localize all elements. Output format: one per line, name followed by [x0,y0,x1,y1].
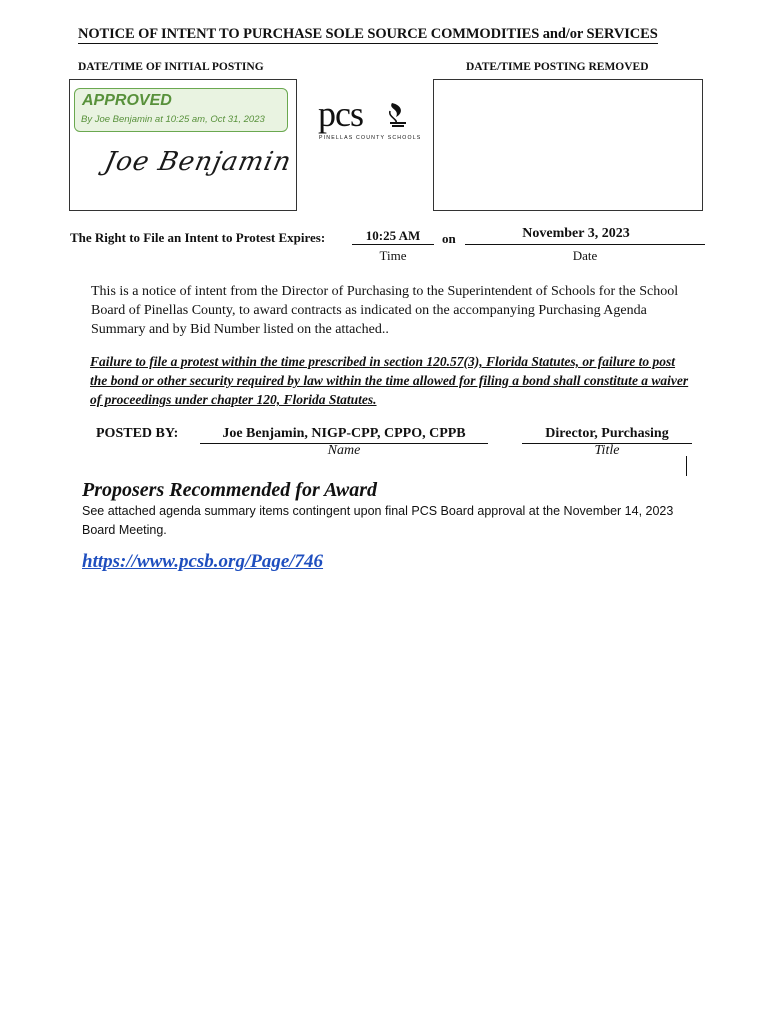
protest-connector: on [442,231,456,246]
signature: Joe Benjamin [101,147,295,177]
initial-posting-label: DATE/TIME OF INITIAL POSTING [78,61,264,73]
section-heading: Proposers Recommended for Award [82,479,377,501]
notice-title: NOTICE OF INTENT TO PURCHASE SOLE SOURCE COMMODITIES and/or SERVICES [78,26,658,42]
torch-flame-icon [390,103,406,127]
margin-mark [686,456,687,476]
approval-detail: By Joe Benjamin at 10:25 am, Oct 31, 2023 [81,114,265,125]
protest-date-value: November 3, 2023 [522,226,630,241]
posted-title-caption: Title [594,443,620,458]
protest-time-caption: Time [379,248,407,263]
posting-removed-box [433,79,703,211]
logo-letters: pcs [318,94,363,134]
approval-stamp [74,88,288,132]
intro-paragraph: This is a notice of intent from the Director of Purchasing to the Superintendent of Schools for the School Board of Pinellas County, to award contracts as indicated on the accompanying Purchasing Agenda Summary and by Bid Number listed on the attached.. [91,284,679,337]
logo-caption: PINELLAS COUNTY SCHOOLS [319,135,422,141]
agenda-link[interactable]: https://www.pcsb.org/Page/746 [82,551,324,572]
approval-status: APPROVED [82,92,172,109]
protest-time-value: 10:25 AM [365,228,421,243]
recommendation-body: See attached agenda summary items contingent upon final PCS Board approval at the November 14, 2023 Board Meeting. [82,504,674,537]
posted-name-value: Joe Benjamin, NIGP-CPP, CPPO, CPPB [222,426,466,441]
protest-date-line [465,244,705,245]
pcs-logo [318,94,422,150]
posted-by-label: POSTED BY: [96,426,179,441]
posted-title-value: Director, Purchasing [545,426,669,441]
protest-time-line [352,244,434,245]
protest-warning: Failure to file a protest within the time prescribed in section 120.57(3), Florida Statutes, or failure to post the bond or other security required by law within the time allowed for filing a bond shall constitute a waiver of proceedings under chapter 120, Florida Statutes. [90,354,689,407]
posted-name-caption: Name [327,443,361,458]
protest-label: The Right to File an Intent to Protest Expires: [70,230,326,245]
posting-removed-label: DATE/TIME POSTING REMOVED [466,61,649,73]
protest-date-caption: Date [572,248,598,263]
